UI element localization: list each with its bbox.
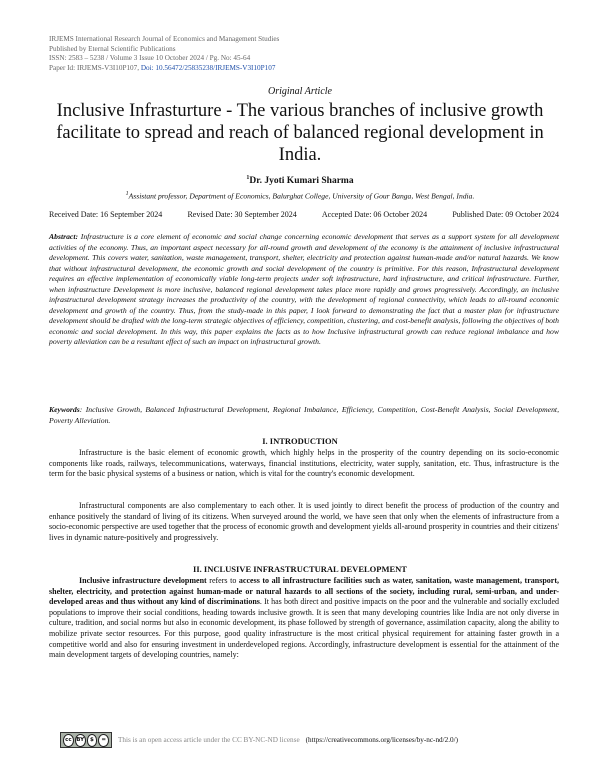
noderivatives-icon: = xyxy=(98,734,109,747)
section2-text-b: . It has both direct and positive impacts on the poor and the vulnerable and socially excluded populations to improve their social conditions, heading towards inclusive growth. It is seen that many developing countries like India are not only diverse in culture, tradition, and social norms but also in economic development, its phase followed by strength of governance, assimilation capacity, along the ability to mobilize private sector resources. For this purpose, good quality infrastructure is the most critical physical requirement for attaining faster growth in a competitive world and also for ensuring investment in underdeveloped regions. Accordingly, infrastructure development is essential for the attainment of the main development targets of developing countries, namely: xyxy=(49,597,559,660)
journal-header xyxy=(49,35,279,73)
license-url[interactable]: (https://creativecommons.org/licenses/by-nc-nd/2.0/) xyxy=(305,736,459,744)
paper-id: Paper Id: IRJEMS-V3I10P107, xyxy=(49,63,140,72)
license-text: This is an open access article under the CC BY-NC-ND license xyxy=(118,736,300,744)
publisher-line: Published by Eternal Scientific Publications xyxy=(49,44,176,53)
article-type: Original Article xyxy=(268,86,332,97)
affiliation-line xyxy=(0,191,600,201)
abstract-text: Infrastructure is a core element of economic and social change concerning economic development that serves as a support system for all development activities of the economy. Thus, an important aspect necessary for all-round growth and development of the economy is the attainment of inclusive infrastructural development. This covers water, sanitation, waste management, transport, shelter, electricity and protection against human-made and/or natural hazards. We know that without infrastructural development, the economic growth and social development of the country is primitive. For this reason, Infrastructural development requires an effective implementation of economically viable long-term projects under soft infrastructure, hard infrastructure, and critical infrastructure. Further, when infrastructure Development is more inclusive, balanced regional development takes place more rapidly and grows progressively. Accordingly, an inclusive infrastructural development strategy increases the productivity of the country, with the development of regional connectivity, which leads to all-round economic development and growth of the country. Thus, from the study-made in this paper, I look forward to demonstrating the fact that a master plan for infrastructure development should be drafted with the long-term strategic objectives of efficiency, competition, clustering, and cost-benefit analysis, following the objectives of both economic and social development. In this way, this paper explains the facts as to how Inclusive infrastructural growth can reduce regional imbalance and how poverty alleviation can be a resultant effect of such an impact on infrastructural growth. xyxy=(49,232,560,346)
section-heading-introduction: I. INTRODUCTION xyxy=(262,436,338,446)
author-line xyxy=(0,175,600,186)
journal-name: IRJEMS International Research Journal of Economics and Management Studies xyxy=(49,35,280,43)
affiliation-text: Assistant professor, Department of Economics, Balurghat College, University of Gour Banga, West Bengal, India. xyxy=(128,191,475,201)
section2-bold-definition: access to all infrastructure facilities such as water, sanitation, waste management, transport, shelter, electricity, and protection against human-made or natural hazards to all sections of the society, including rural, semi-urban, and under-developed areas and thus without any kind of discriminations xyxy=(49,576,559,607)
by-icon: BY xyxy=(75,734,86,747)
keywords-text: : Inclusive Growth, Balanced Infrastructural Development, Regional Imbalance, Efficiency, Competition, Cost-Benefit Analysis, Social Development, Poverty Alleviation. xyxy=(49,405,559,425)
keywords xyxy=(49,405,559,426)
paper-id-line xyxy=(49,64,279,74)
keywords-label: Keywords xyxy=(49,405,80,414)
cc-license-badge[interactable] xyxy=(60,732,112,748)
abstract-label: Abstract: xyxy=(49,232,79,241)
author-name: Dr. Jyoti Kumari Sharma xyxy=(249,176,354,187)
intro-paragraph-1: Infrastructure is the basic element of economic growth, which highly helps in the prosperity of the country depending on its socio-economic components like roads, railways, telecommunications, waterways, financial institutions, electricity, water supply, sanitation, etc. Thus, infrastructure is the term for the basic physical systems of a business or nation, which is vital for the country's economic development. xyxy=(49,448,559,479)
affiliation-superscript: 1 xyxy=(125,191,129,197)
cc-icon: cc xyxy=(63,734,74,747)
dates-row xyxy=(49,210,559,219)
section2-bold-term: Inclusive infrastructure development xyxy=(79,576,207,585)
received-date: Received Date: 16 September 2024 xyxy=(49,210,163,219)
paper-title: Inclusive Infrasturture - The various branches of inclusive growth facilitate to spread and reach of balanced regional development in India. xyxy=(56,101,544,165)
noncommercial-icon: $ xyxy=(87,734,98,747)
section2-paragraph xyxy=(49,576,559,661)
published-date: Published Date: 09 October 2024 xyxy=(452,210,559,219)
abstract xyxy=(49,232,559,348)
doi-link[interactable]: Doi: 10.56472/25835238/IRJEMS-V3I10P107 xyxy=(140,63,276,72)
revised-date: Revised Date: 30 September 2024 xyxy=(187,210,297,219)
section2-text-a: refers to xyxy=(206,576,239,585)
section-heading-inclusive-infrastructure: II. INCLUSIVE INFRASTRUCTURAL DEVELOPMENT xyxy=(193,564,407,574)
accepted-date: Accepted Date: 06 October 2024 xyxy=(321,210,428,219)
intro-paragraph-2: Infrastructural components are also complementary to each other. It is used jointly to direct benefit the process of production of the country and enhance positively the standard of living of its citizens. When surveyed around the world, we have seen that only when the elements of infrastructure from a socio-economic perspective are used together that the process of economic growth and development yields all-around prosperity in countries and their citizens' lives in dynamic nature-positively and progressively. xyxy=(49,501,559,542)
issn-line: ISSN: 2583 – 5238 / Volume 3 Issue 10 October 2024 / Pg. No: 45-64 xyxy=(49,54,251,63)
author-superscript: 1 xyxy=(246,175,250,181)
license-footer xyxy=(60,732,458,748)
